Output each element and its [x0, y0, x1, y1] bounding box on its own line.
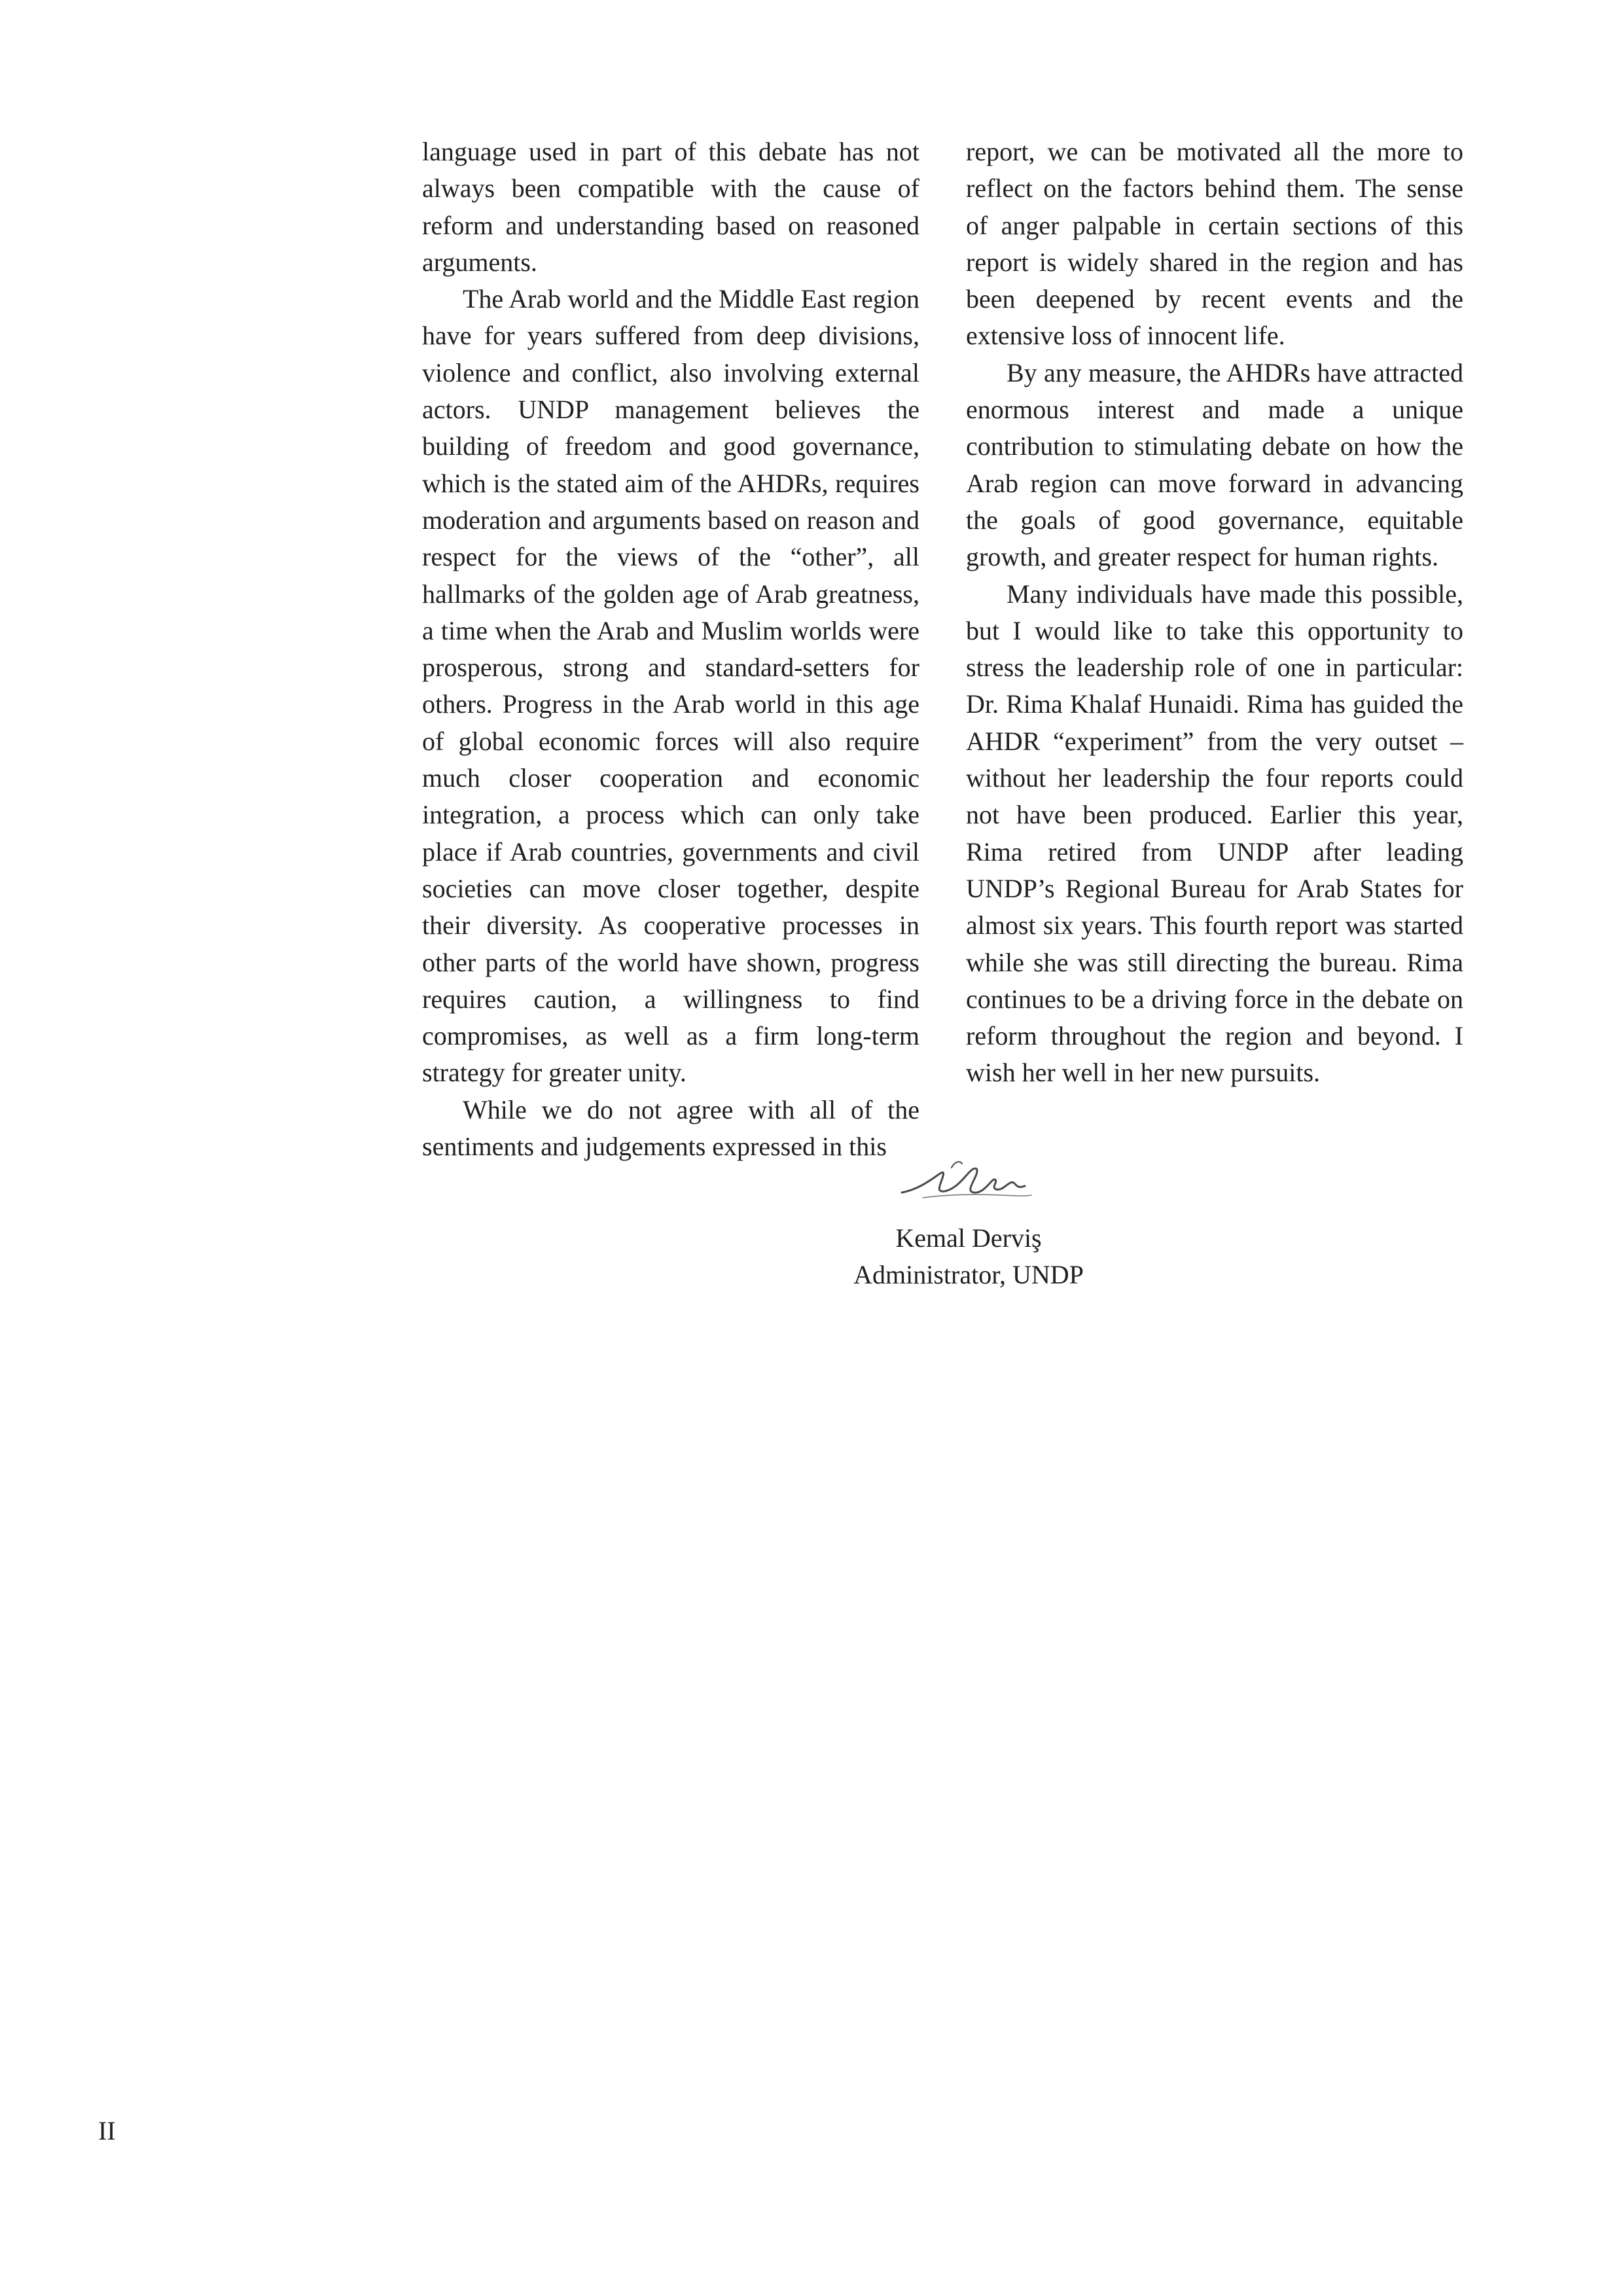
handwritten-signature: [897, 1152, 1041, 1211]
paragraph: language used in part of this debate has not always been compatible with the cause of reform and understanding based on reasoned arguments.: [422, 137, 919, 277]
paragraph: While we do not agree with all of the sentiments and judgements expressed in this: [422, 1094, 919, 1162]
signatory-name: Kemal Derviş: [895, 1223, 1042, 1253]
text-column-left: [422, 134, 919, 1165]
page-number: II: [98, 2116, 116, 2145]
paragraph: report, we can be motivated all the more to reflect on the factors behind them. The sense of anger palpable in certain sections of this report is widely shared in the region and has been deepened by recent events and the extensive loss of innocent life.: [966, 137, 1463, 351]
paragraph: By any measure, the AHDRs have attracted enormous interest and made a unique contribution to stimulating debate on how the Arab region can move forward in advancing the goals of good governance, equitable growth, and greater respect for human rights.: [966, 357, 1463, 572]
signatory-title: Administrator, UNDP: [853, 1260, 1084, 1289]
paragraph: The Arab world and the Middle East region have for years suffered from deep divisions, violence and conflict, also involving external actors. UNDP management believes the building of freedom and good governance, which is the stated aim of the AHDRs, requires moderation and arguments based on reason and respect for the views of the “other”, all hallmarks of the golden age of Arab greatness, a time when the Arab and Muslim worlds were prosperous, strong and standard-setters for others. Progress in the Arab world in this age of global economic forces will also require much closer cooperation and economic integration, a process which can only take place if Arab countries, governments and civil societies can move closer together, despite their diversity. As cooperative processes in other parts of the world have shown, progress requires caution, a willingness to find compromises, as well as a firm long-term strategy for greater unity.: [422, 284, 919, 1088]
text-column-right: [966, 134, 1463, 1092]
signature-block: [785, 1152, 1152, 1293]
paragraph: Many individuals have made this possible, but I would like to take this opportunity to stress the leadership role of one in particular: Dr. Rima Khalaf Hunaidi. Rima has guided the AHDR “experiment” from the very outset – without her leadership the four reports could not have been produced. Earlier this year, Rima retired from UNDP after leading UNDP’s Regional Bureau for Arab States for almost six years. This fourth report was started while she was still directing the bureau. Rima continues to be a driving force in the debate on reform throughout the region and beyond. I wish her well in her new pursuits.: [966, 579, 1463, 1088]
